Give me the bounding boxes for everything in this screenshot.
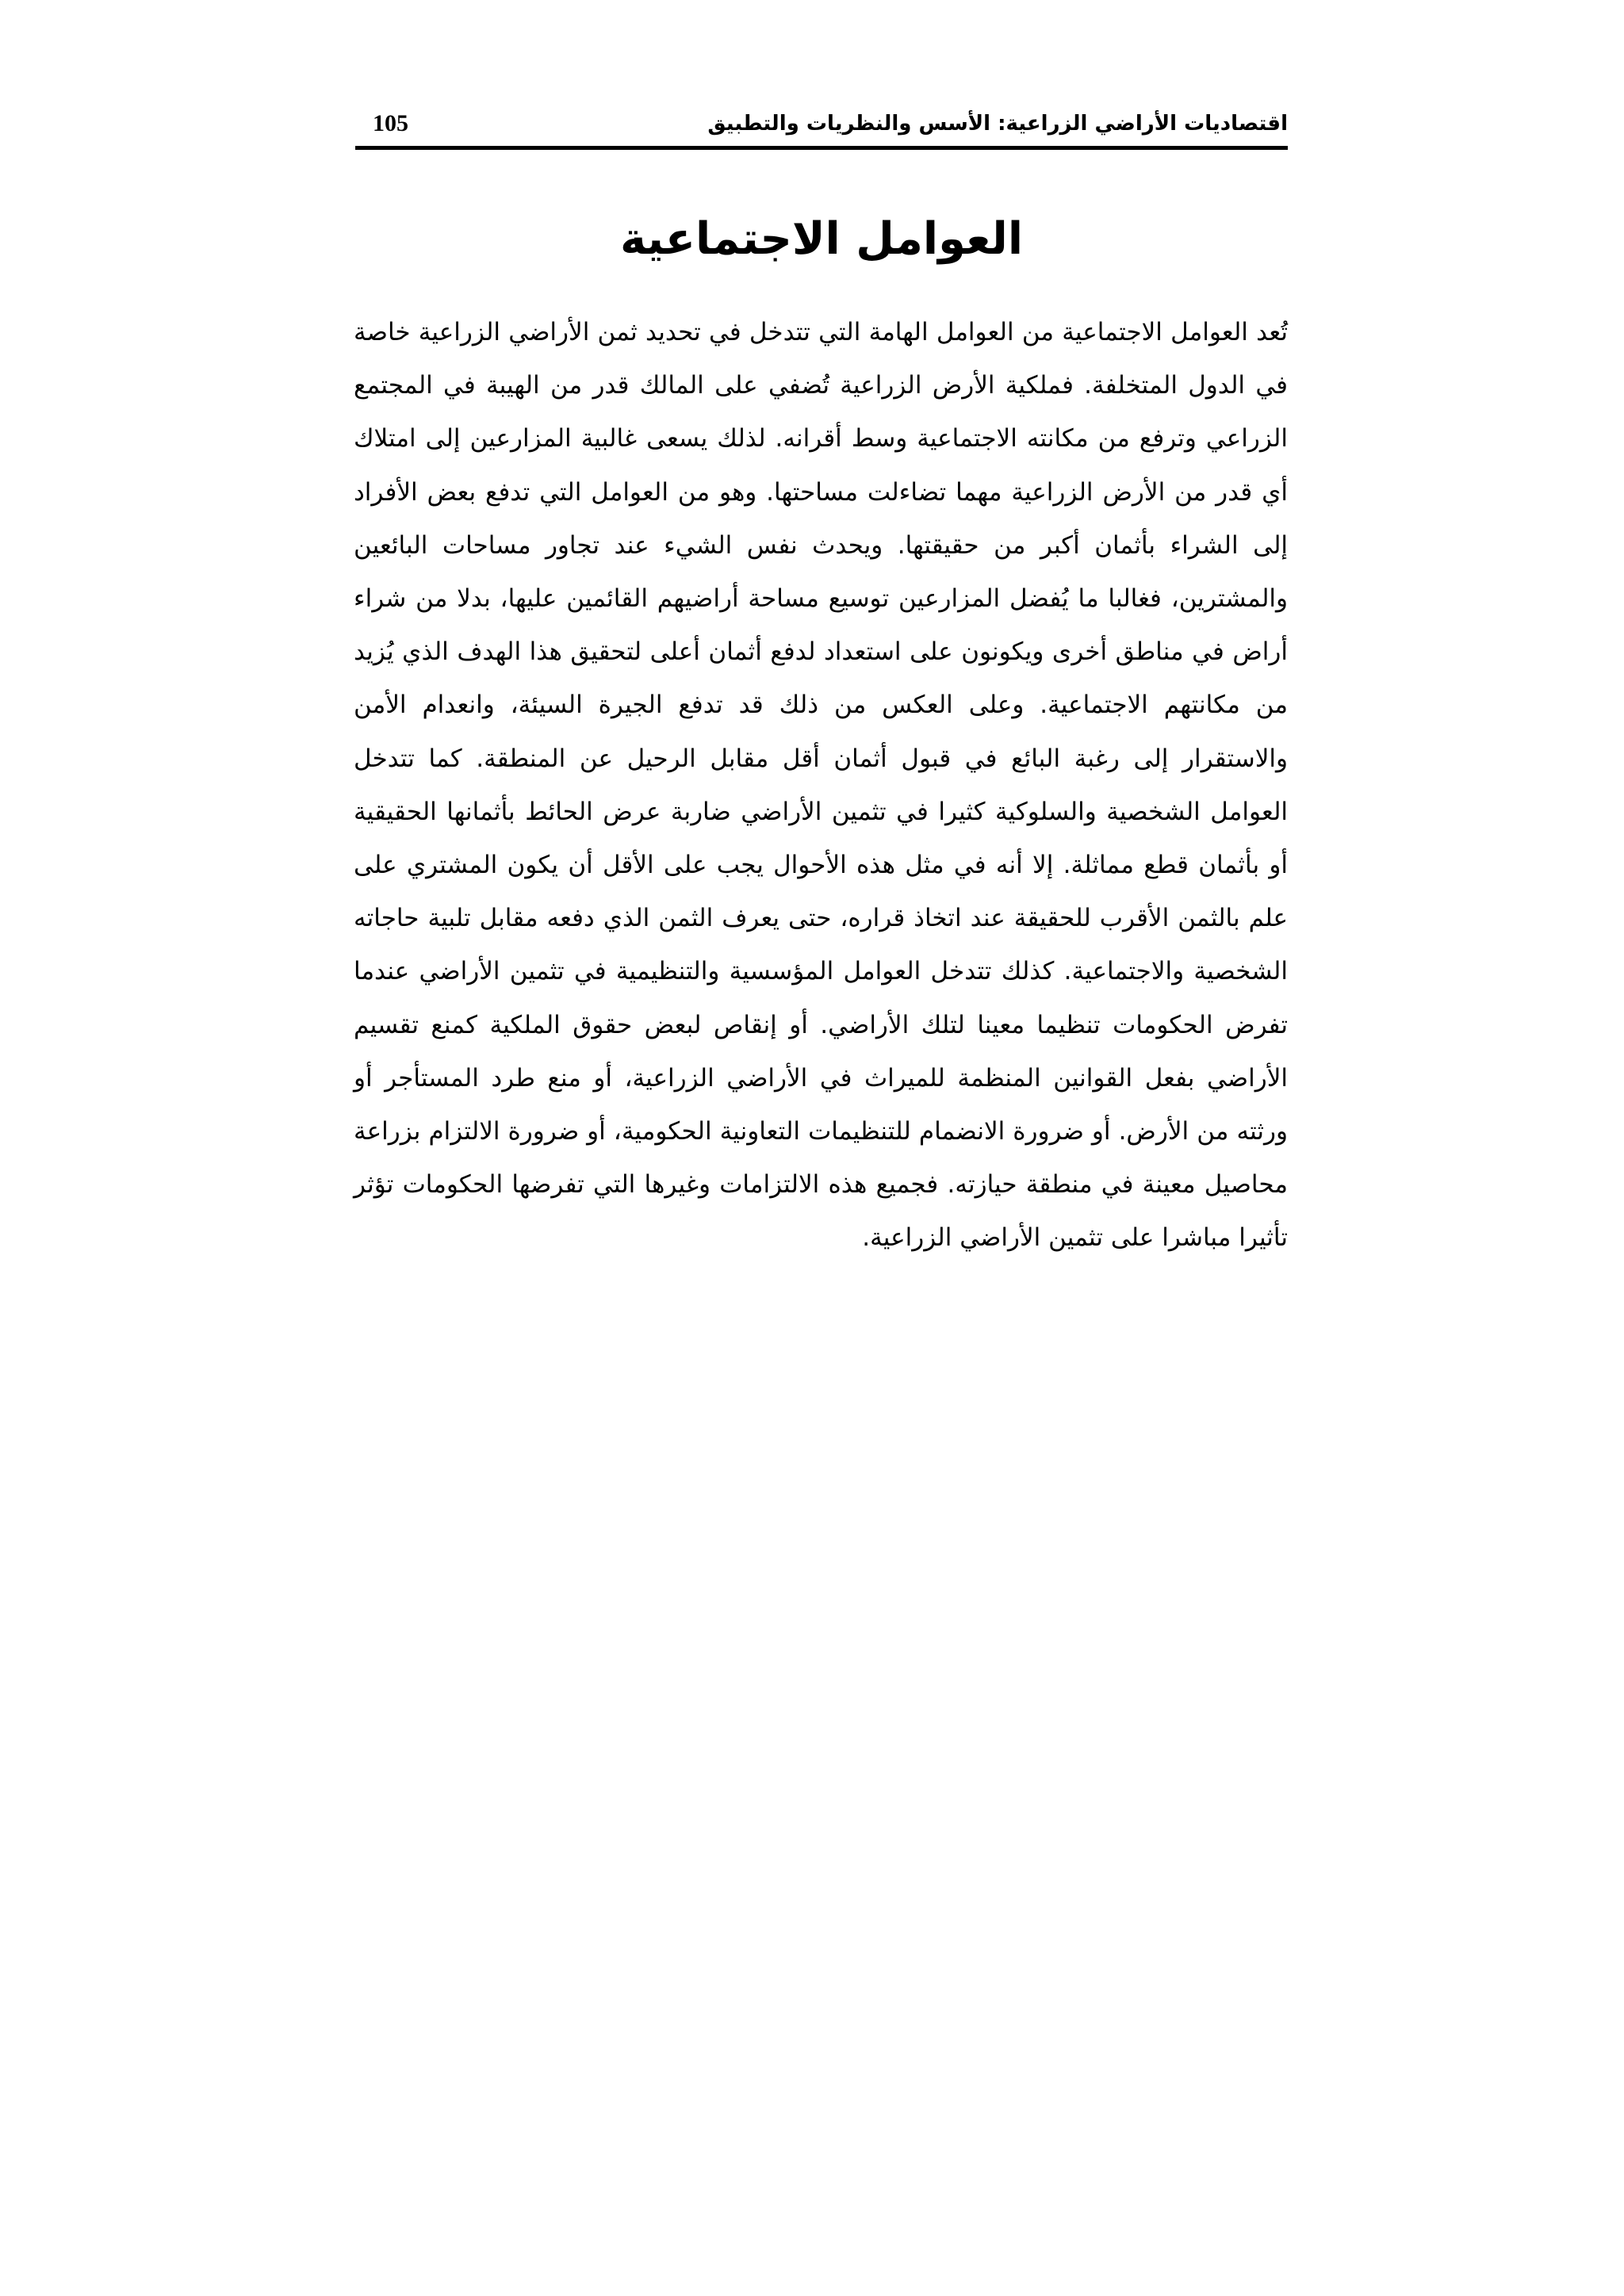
header-divider: [355, 146, 1288, 150]
book-title: اقتصاديات الأراضي الزراعية: الأسس والنظريات والتطبيق: [707, 112, 1288, 136]
page-number: 105: [373, 110, 408, 136]
section-heading: العوامل الاجتماعية: [619, 213, 1024, 265]
body-paragraph: تُعد العوامل الاجتماعية من العوامل الهامة التي تتدخل في تحديد ثمن الأراضي الزراعية خاصة في الدول المتخلفة. فملكية الأرض الزراعية تُضفي على المالك قدر من الهيبة في المجتمع الزراعي وترفع من مكانته الاجتماعية وسط أقرانه. لذلك يسعى غالبية المزارعين إلى امتلاك أي قدر من الأرض الزراعية مهما تضاءلت مساحتها. وهو من العوامل التي تدفع بعض الأفراد إلى الشراء بأثمان أكبر من حقيقتها. ويحدث نفس الشيء عند تجاور مساحات البائعين والمشترين، فغالبا ما يُفضل المزارعين توسيع مساحة أراضيهم القائمين عليها، بدلا من شراء أراض في مناطق أخرى ويكونون على استعداد لدفع أثمان أعلى لتحقيق هذا الهدف الذي يُزيد من مكانتهم الاجتماعية. وعلى العكس من ذلك قد تدفع الجيرة السيئة، وانعدام الأمن والاستقرار إلى رغبة البائع في قبول أثمان أقل مقابل الرحيل عن المنطقة. كما تتدخل العوامل الشخصية والسلوكية كثيرا في تثمين الأراضي ضاربة عرض الحائط بأثمانها الحقيقية أو بأثمان قطع مماثلة. إلا أنه في مثل هذه الأحوال يجب على الأقل أن يكون المشتري على علم بالثمن الأقرب للحقيقة عند اتخاذ قراره، حتى يعرف الثمن الذي دفعه مقابل تلبية حاجاته الشخصية والاجتماعية. كذلك تتدخل العوامل المؤسسية والتنظيمية في تثمين الأراضي عندما تفرض الحكومات تنظيما معينا لتلك الأراضي. أو إنقاص لبعض حقوق الملكية كمنع تقسيم الأراضي بفعل القوانين المنظمة للميراث في الأراضي الزراعية، أو منع طرد المستأجر أو ورثته من الأرض. أو ضرورة الانضمام للتنظيمات التعاونية الحكومية، أو ضرورة الالتزام بزراعة محاصيل معينة في منطقة حيازته. فجميع هذه الالتزامات وغيرها التي تفرضها الحكومات تؤثر تأثيرا مباشرا على تثمين الأراضي الزراعية.: [354, 318, 1288, 1253]
running-header: [355, 108, 1288, 140]
